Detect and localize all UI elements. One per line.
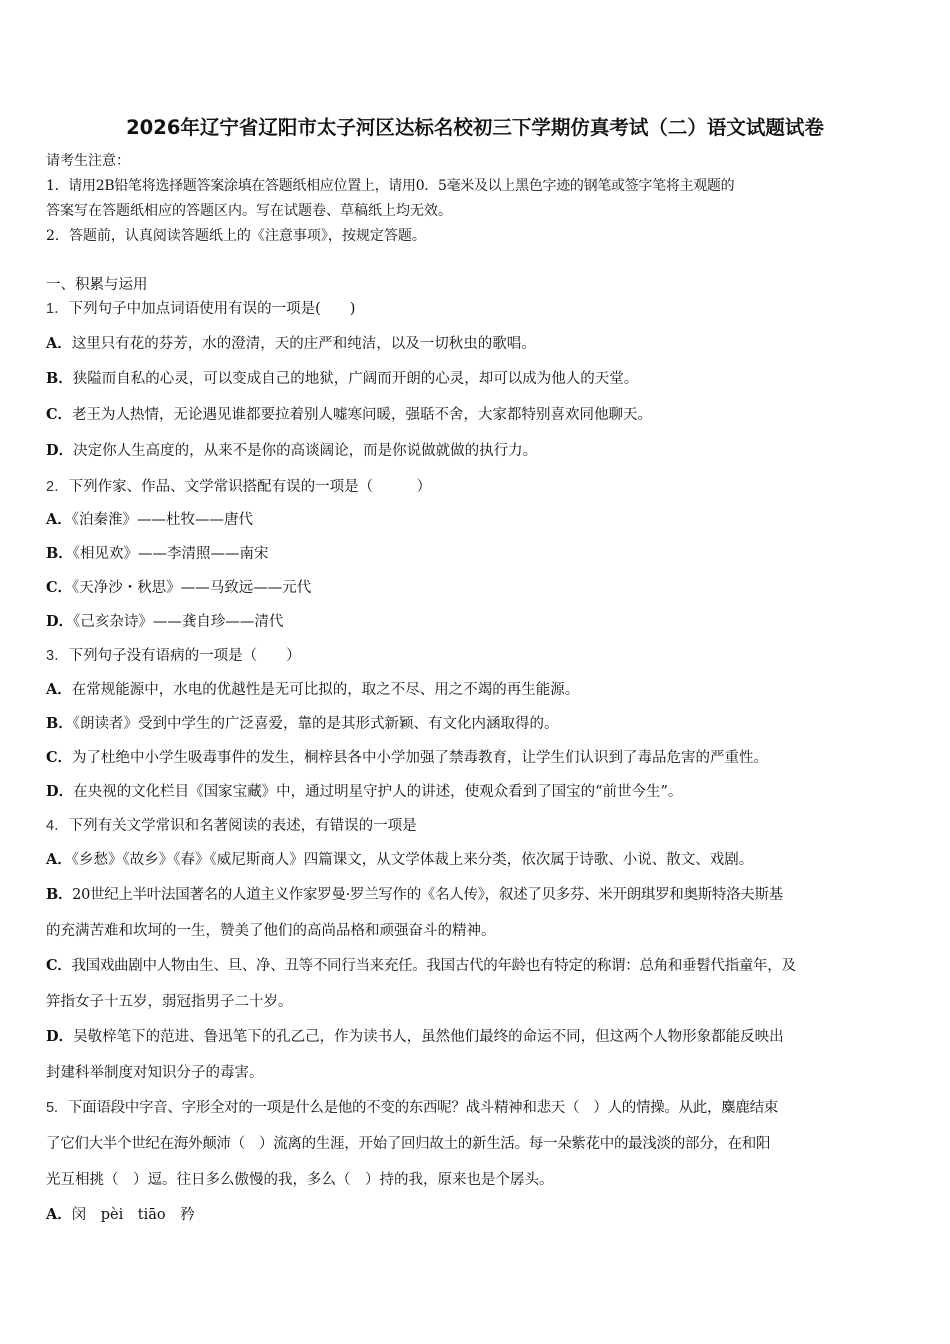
option-text: 老王为人热情，无论遇见谁都要拉着别人嘘寒问暖，强聒不舍，大家都特别喜欢同他聊天。 [72,407,653,423]
question-number: 1． [46,301,69,317]
question-text: 下列句子中加点词语使用有误的一项是( ) [68,301,356,317]
notice-heading: 请考生注意： [46,153,130,169]
question-3-option-a [46,680,579,700]
question-5-stem-line-3: 光互相挑（ ）逗。往日多么傲慢的我，多么（ ）持的我，原来也是个孱头。 [46,1172,554,1188]
option-label: C． [46,579,73,596]
option-label: B． [46,545,73,562]
option-text: 决定你人生高度的，从来不是你的高谈阔论，而是你说做就做的执行力。 [73,443,538,459]
question-4-option-b-cont: 的充满苦难和坎坷的一生，赞美了他们的高尚品格和顽强奋斗的精神。 [46,923,496,939]
question-number: 4． [46,818,69,834]
question-1-stem [46,299,355,319]
option-label: A． [46,335,72,352]
option-label: C． [46,406,73,423]
section-heading: 一、积累与运用 [46,277,148,293]
option-label: A． [46,1206,72,1223]
notice-item-1-line-2: 答案写在答题纸相应的答题区内。写在试题卷、草稿纸上均无效。 [46,203,452,219]
option-text: 我国戏曲剧中人物由生、旦、净、丑等不同行当来充任。我国古代的年龄也有特定的称谓：总角和垂髫代指童年，及 [71,958,796,974]
option-label: B． [46,886,73,903]
question-2-option-b [46,544,269,564]
question-text: 下列有关文学常识和名著阅读的表述，有错误的一项是 [68,818,417,834]
option-text: 狭隘而自私的心灵，可以变成自己的地狱，广阔而开朗的心灵，却可以成为他人的天堂。 [72,371,639,387]
question-2-option-a [46,510,253,530]
question-text: 下列句子没有语病的一项是（ ） [68,648,301,664]
question-4-option-c [46,956,796,976]
question-4-option-d-cont: 封建科举制度对知识分子的毒害。 [46,1065,264,1081]
question-4-stem [46,816,417,836]
option-label: A． [46,851,72,868]
question-1-option-d [46,441,537,461]
option-label: B． [46,715,73,732]
question-3-option-d [46,782,682,802]
option-label: B． [46,370,73,387]
question-3-option-c [46,748,768,768]
option-text: 《己亥杂诗》——龚自珍——清代 [73,614,284,630]
option-label: D． [46,783,74,800]
question-4-option-a [46,850,753,870]
question-2-stem [46,477,431,497]
option-text: 在央视的文化栏目《国家宝藏》中，通过明星守护人的讲述，使观众看到了国宝的“前世今生”。 [73,784,683,800]
question-5-stem-line-2: 了它们大半个世纪在海外颠沛（ ）流离的生涯，开始了回归故土的新生活。每一朵紫花中的最浅淡的部分，在和阳 [46,1136,771,1152]
option-text: 《天净沙・秋思》——马致远——元代 [72,580,312,596]
option-label: C． [46,957,72,974]
option-label: D． [46,1028,74,1045]
option-label: A． [46,511,72,528]
exam-title: 2026年辽宁省辽阳市太子河区达标名校初三下学期仿真考试（二）语文试题试卷 [126,116,824,139]
question-text: 下面语段中字音、字形全对的一项是什么是他的不变的东西呢？战斗精神和悲天（ ）人的情操。从此，麋鹿结束 [67,1100,778,1116]
option-text: 《相见欢》——李清照——南宋 [72,546,269,562]
question-1-option-c [46,405,652,425]
question-3-stem [46,646,301,666]
option-label: C． [46,749,73,766]
option-text: 《朗读者》受到中学生的广泛喜爱，靠的是其形式新颖、有文化内涵取得的。 [72,716,559,732]
option-text: 为了杜绝中小学生吸毒事件的发生，桐梓县各中小学加强了禁毒教育，让学生们认识到了毒品危害的严重性。 [72,750,769,766]
question-number: 3． [46,648,69,664]
option-text: 《泊秦淮》——杜牧——唐代 [71,512,254,528]
question-3-option-b [46,714,559,734]
option-text: 《乡愁》《故乡》《春》《威尼斯商人》四篇课文，从文学体裁上来分类，依次属于诗歌、小说、散文、戏剧。 [71,852,754,868]
question-4-option-c-cont: 笄指女子十五岁，弱冠指男子二十岁。 [46,994,293,1010]
question-5-option-a [46,1205,195,1225]
question-4-option-d [46,1027,784,1047]
question-2-option-c [46,578,311,598]
question-2-option-d [46,612,283,632]
option-label: D． [46,613,74,630]
notice-item-2: 2．答题前，认真阅读答题纸上的《注意事项》，按规定答题。 [46,228,426,244]
option-text: 在常规能源中，水电的优越性是无可比拟的，取之不尽、用之不竭的再生能源。 [71,682,580,698]
option-text: 吴敬梓笔下的范进、鲁迅笔下的孔乙己，作为读书人，虽然他们最终的命运不同，但这两个人物形象都能反映出 [73,1029,784,1045]
question-5-stem [46,1098,778,1118]
question-number: 5． [46,1100,68,1116]
option-label: A． [46,681,72,698]
option-label: D． [46,442,74,459]
question-1-option-b [46,369,638,389]
notice-item-1-line-1: 1．请用2B铅笔将选择题答案涂填在答题纸相应位置上，请用0．5毫米及以上黑色字迹的钢笔或签字笔将主观题的 [46,178,735,194]
question-4-option-b [46,885,783,905]
question-text: 下列作家、作品、文学常识搭配有误的一项是（ ） [68,479,432,495]
question-1-option-a [46,334,536,354]
option-text: 20世纪上半叶法国著名的人道主义作家罗曼·罗兰写作的《名人传》，叙述了贝多芬、米开朗琪罗和奥斯特洛夫斯基 [72,887,783,903]
option-text: 闵 pèi tiāo 矜 [71,1207,195,1223]
option-text: 这里只有花的芬芳，水的澄清，天的庄严和纯洁，以及一切秋虫的歌唱。 [71,336,536,352]
question-number: 2． [46,479,69,495]
